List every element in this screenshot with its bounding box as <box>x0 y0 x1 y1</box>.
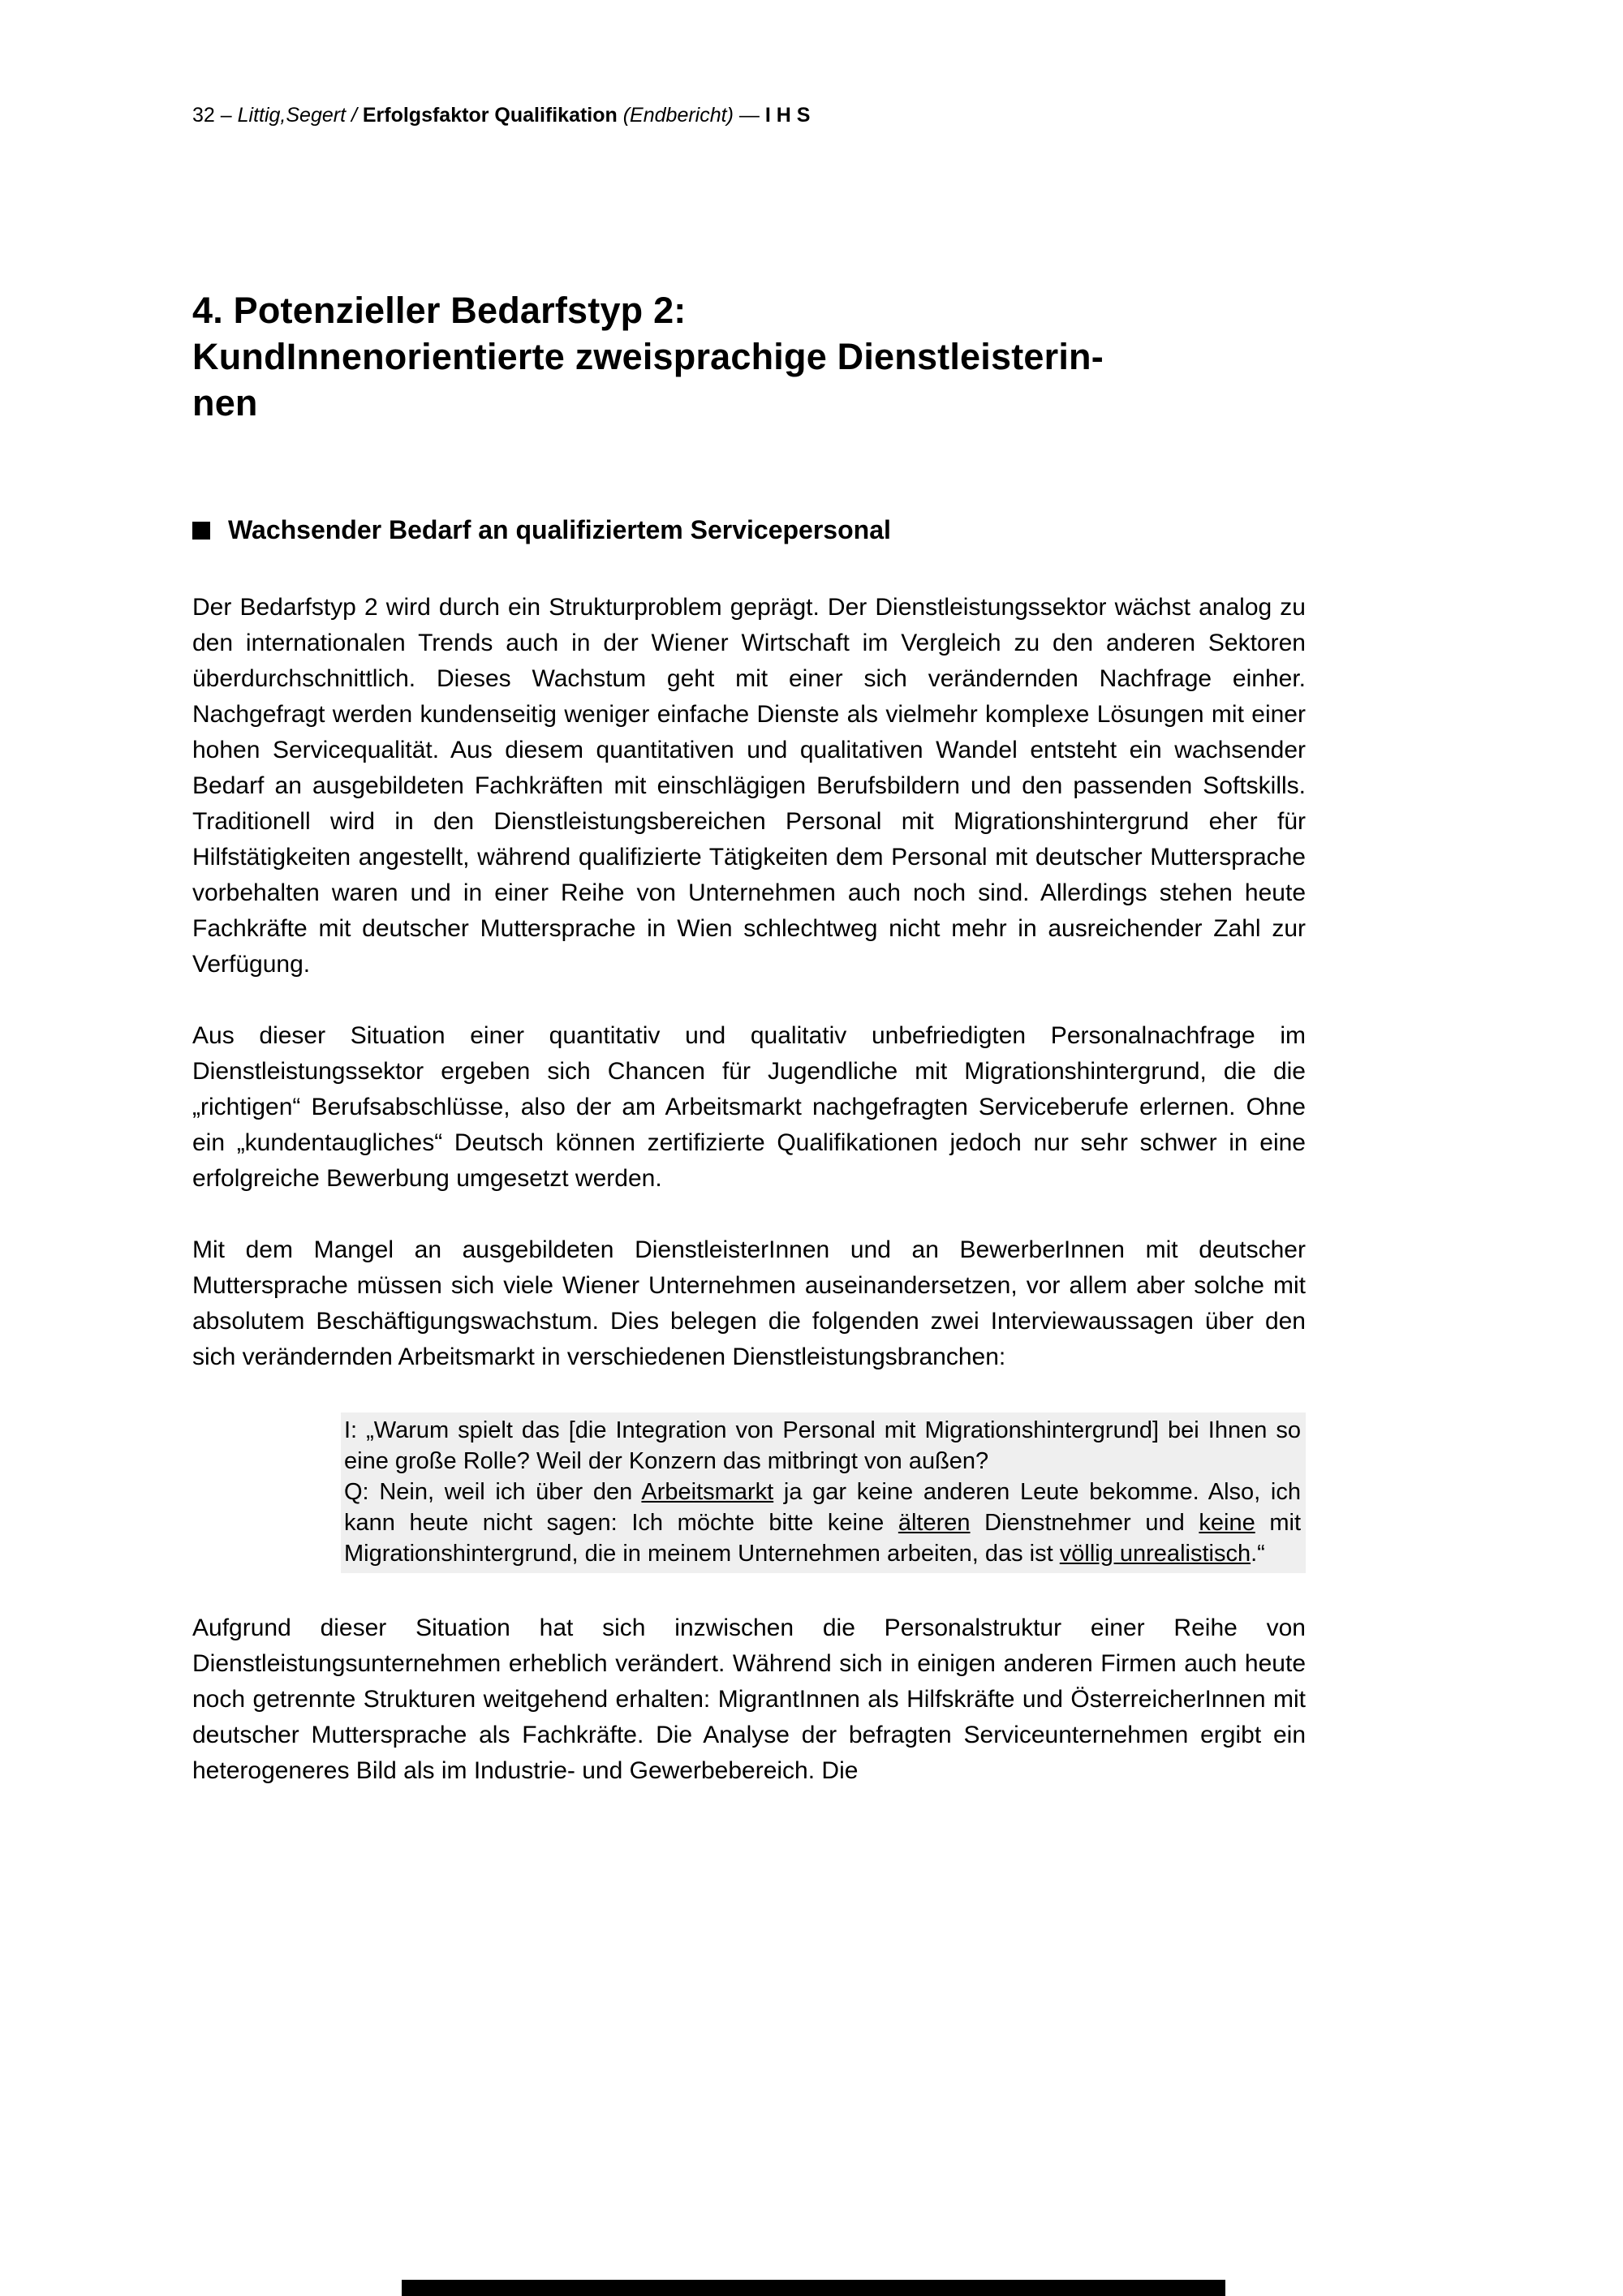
chapter-title-line-3: nen <box>192 382 258 424</box>
section-heading <box>192 514 1306 546</box>
text-run: ja gar keine anderen Leute bekomme. Also, ich kann heute nicht sagen: Ich möchte bitte keine <box>344 1479 1301 1536</box>
paragraph-2: Aus dieser Situation einer quantitativ und qualitativ unbefriedigten Personalnachfrage im Dienstleistungssektor ergeben sich Chancen für Jugendliche mit Migrationshintergrund, die die „richtigen“ Berufsabschlüsse, also der am Arbeitsmarkt nachgefragten Serviceberufe erlernen. Ohne ein „kundentaugliches“ Deutsch können zertifizierte Qualifikationen jedoch nur sehr schwer in eine erfolgreiche Bewerbung umgesetzt werden. <box>192 1022 1306 1192</box>
paragraph-3: Mit dem Mangel an ausgebildeten DienstleisterInnen und an BewerberInnen mit deutscher Muttersprache müssen sich viele Wiener Unternehmen auseinandersetzen, vor allem aber solche mit absolutem Beschäftigungswachstum. Dies belegen die folgenden zwei Interviewaussagen über den sich verändernden Arbeitsmarkt in verschiedenen Dienstleistungsbranchen: <box>192 1236 1306 1370</box>
text-run: Dienstnehmer und <box>970 1510 1199 1536</box>
text-run: Q: Nein, weil ich über den <box>344 1479 642 1505</box>
quote-interviewer-line <box>344 1415 1301 1477</box>
page-header <box>192 102 1306 128</box>
text-run: Littig,Segert / <box>237 104 363 127</box>
text-run: .“ <box>1251 1541 1265 1567</box>
text-run: älteren <box>898 1510 971 1536</box>
text-run: völlig unrealistisch <box>1059 1541 1251 1567</box>
quote-respondent-line <box>344 1477 1301 1569</box>
section-heading-text: Wachsender Bedarf an qualifiziertem Servicepersonal <box>228 515 891 544</box>
chapter-title-line-1: 4. Potenzieller Bedarfstyp 2: <box>192 290 687 331</box>
text-run: Arbeitsmarkt <box>641 1479 774 1505</box>
text-run: — <box>738 104 765 127</box>
text-run: I H S <box>764 104 811 127</box>
text-run: (Endbericht) <box>622 104 739 127</box>
paragraph-4: Aufgrund dieser Situation hat sich inzwischen die Personalstruktur einer Reihe von Dienstleistungsunternehmen erheblich verändert. Während sich in einigen anderen Firmen auch heute noch getrennte Strukturen weitgehend erhalten: MigrantInnen als Hilfskräfte und ÖsterreicherInnen mit deutscher Muttersprache als Fachkräfte. Die Analyse der befragten Serviceunternehmen ergibt ein heterogeneres Bild als im Industrie- und Gewerbebereich. Die <box>192 1615 1306 1784</box>
text-run: I: „Warum spielt das [die Integration von Personal mit Migrationshintergrund] bei Ihnen so eine große Rolle? Weil der Konzern das mitbringt von außen? <box>344 1417 1301 1474</box>
bottom-edge-bar <box>402 2280 1225 2296</box>
square-bullet-icon <box>192 522 210 540</box>
text-run: 32 – <box>192 104 238 127</box>
interview-quote-block <box>341 1412 1306 1573</box>
text-run: Erfolgsfaktor Qualifikation <box>362 104 623 127</box>
text-run: mit Migrationshintergrund, die in meinem Unternehmen arbeiten, das ist <box>344 1510 1302 1567</box>
text-run: keine <box>1199 1510 1255 1536</box>
paragraph-1: Der Bedarfstyp 2 wird durch ein Strukturproblem geprägt. Der Dienstleistungssektor wächst analog zu den internationalen Trends auch in der Wiener Wirtschaft im Vergleich zu den anderen Sektoren überdurchschnittlich. Dieses Wachstum geht mit einer sich verändernden Nachfrage einher. Nachgefragt werden kundenseitig weniger einfache Dienste als vielmehr komplexe Lösungen mit einer hohen Servicequalität. Aus diesem quantitativen und qualitativen Wandel entsteht ein wachsender Bedarf an ausgebildeten Fachkräften mit einschlägigen Berufsbildern und den passenden Softskills. Traditionell wird in den Dienstleistungsbereichen Personal mit Migrationshintergrund eher für Hilfstätigkeiten angestellt, während qualifizierte Tätigkeiten dem Personal mit deutscher Muttersprache vorbehalten waren und in einer Reihe von Unternehmen auch noch sind. Allerdings stehen heute Fachkräfte mit deutscher Muttersprache in Wien schlechtweg nicht mehr in ausreichender Zahl zur Verfügung. <box>192 594 1306 978</box>
chapter-title <box>192 287 1306 426</box>
chapter-title-line-2: KundInnenorientierte zweisprachige Dienstleisterin- <box>192 336 1104 377</box>
